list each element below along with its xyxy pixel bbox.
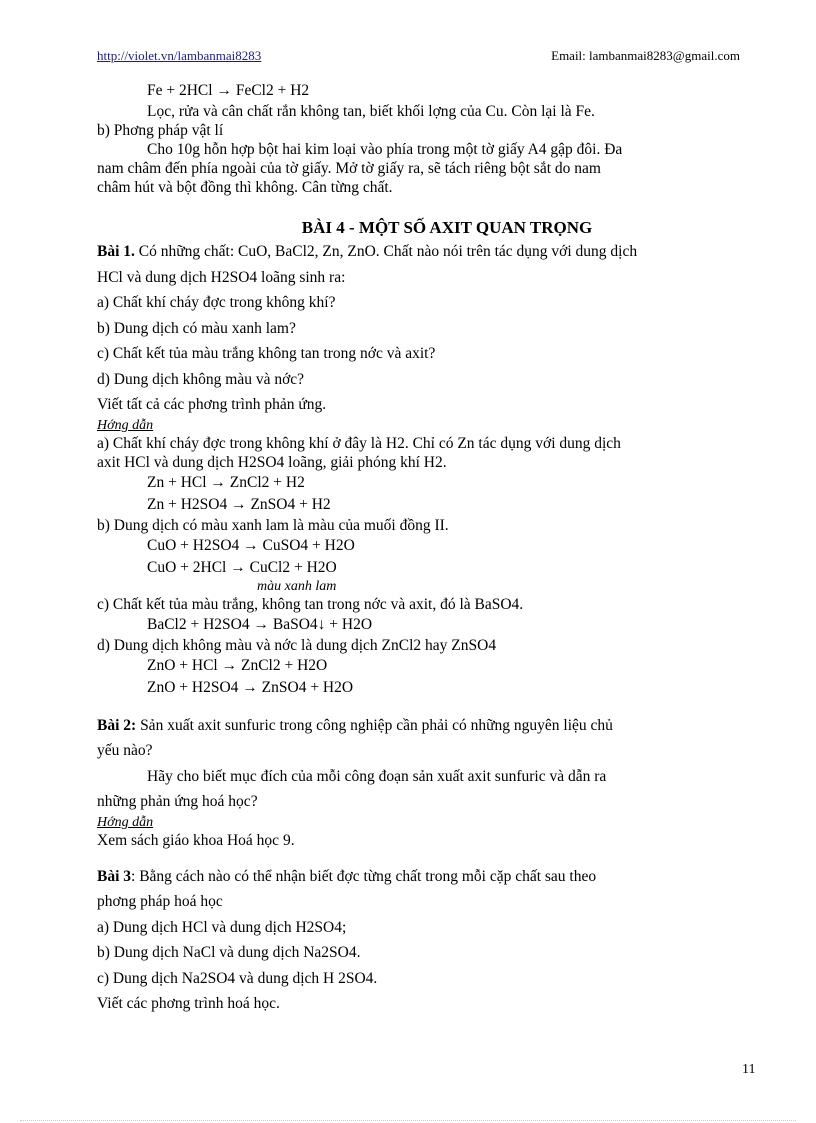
header-link[interactable]: http://violet.vn/lambanmai8283: [97, 48, 262, 63]
intro-line: b) Phơng pháp vật lí: [97, 122, 224, 139]
header-email: Email: lambanmai8283@gmail.com: [551, 48, 740, 63]
intro-line: châm hút và bột đồng thì không. Cân từng chất.: [97, 179, 393, 196]
bai2-question: Hãy cho biết mục đích của mỗi công đoạn sản xuất axit sunfuric và dẫn ra: [147, 767, 607, 785]
equation-note: màu xanh lam: [257, 578, 337, 594]
guide-line: b) Dung dịch có màu xanh lam là màu của muối đồng II.: [97, 516, 449, 534]
bai3-text: : Bằng cách nào có thể nhận biết đợc từng chất trong mỗi cặp chất sau theo: [131, 867, 597, 885]
bai1-label: Bài 1.: [97, 243, 135, 260]
bai1-question: HCl và dung dịch H2SO4 loãng sinh ra:: [97, 268, 346, 286]
bai2-question: những phản ứng hoá học?: [97, 793, 258, 810]
bai1-option: d) Dung dịch không màu và nớc?: [97, 370, 305, 388]
bai3-option: a) Dung dịch HCl và dung dịch H2SO4;: [97, 918, 347, 936]
bai1-option: b) Dung dịch có màu xanh lam?: [97, 319, 296, 337]
page-bottom-divider: [20, 1120, 796, 1121]
guide-line: axit HCl và dung dịch H2SO4 loãng, giải phóng khí H2.: [97, 453, 447, 471]
bai1-question: [97, 239, 757, 265]
document-body: [97, 80, 757, 1017]
equation: CuO + H2SO4 → CuSO4 + H2O: [147, 536, 355, 554]
guide-line: a) Chất khí cháy đợc trong không khí ở đây là H2. Chỉ có Zn tác dụng với dung dịch: [97, 434, 621, 452]
bai2-question: yếu nào?: [97, 742, 153, 759]
section-title: BÀI 4 - MỘT SỐ AXIT QUAN TRỌNG: [301, 218, 593, 237]
equation: Zn + H2SO4 → ZnSO4 + H2: [147, 495, 331, 513]
intro-line: nam châm đến phía ngoài của tờ giấy. Mở tờ giấy ra, sẽ tách riêng bột sắt do nam: [97, 160, 601, 177]
equation: CuO + 2HCl → CuCl2 + H2O: [147, 558, 337, 576]
guide-heading: Hớng dẫn: [97, 417, 154, 433]
bai3-option: c) Dung dịch Na2SO4 và dung dịch H 2SO4.: [97, 969, 378, 987]
bai2-question: [97, 713, 757, 739]
bai2-text: Sản xuất axit sunfuric trong công nghiệp cần phải có những nguyên liệu chủ: [140, 716, 613, 734]
intro-line: Lọc, rửa và cân chất rắn không tan, biết khối lợng của Cu. Còn lại là Fe.: [147, 103, 595, 120]
equation: ZnO + H2SO4 → ZnSO4 + H2O: [147, 678, 354, 696]
intro-line: Cho 10g hỗn hợp bột hai kim loại vào phía trong một tờ giấy A4 gập đôi. Đa: [147, 141, 623, 158]
bai3-option: b) Dung dịch NaCl và dung dịch Na2SO4.: [97, 944, 361, 961]
page-number: 11: [742, 1062, 756, 1077]
bai1-instruction: Viết tất cả các phơng trình phản ứng.: [97, 396, 327, 413]
equation: ZnO + HCl → ZnCl2 + H2O: [147, 656, 328, 674]
bai1-option: a) Chất khí cháy đợc trong không khí?: [97, 294, 336, 311]
intro-equation: Fe + 2HCl → FeCl2 + H2: [147, 82, 310, 99]
bai1-option: c) Chất kết tủa màu trắng không tan trong nớc và axit?: [97, 345, 436, 362]
guide-line: c) Chất kết tủa màu trắng, không tan trong nớc và axit, đó là BaSO4.: [97, 595, 524, 613]
bai3-question: [97, 864, 757, 890]
page-header: [97, 48, 740, 66]
guide-line: d) Dung dịch không màu và nớc là dung dịch ZnCl2 hay ZnSO4: [97, 636, 497, 654]
guide-line: Xem sách giáo khoa Hoá học 9.: [97, 831, 295, 849]
bai3-question: phơng pháp hoá học: [97, 893, 223, 910]
guide-heading: Hớng dẫn: [97, 814, 154, 830]
bai1-text: Có những chất: CuO, BaCl2, Zn, ZnO. Chất nào nói trên tác dụng với dung dịch: [138, 243, 638, 260]
bai2-label: Bài 2:: [97, 716, 137, 734]
bai3-label: Bài 3: [97, 867, 132, 885]
equation: BaCl2 + H2SO4 → BaSO4↓ + H2O: [147, 615, 373, 633]
equation: Zn + HCl → ZnCl2 + H2: [147, 473, 305, 491]
bai3-instruction: Viết các phơng trình hoá học.: [97, 995, 280, 1012]
